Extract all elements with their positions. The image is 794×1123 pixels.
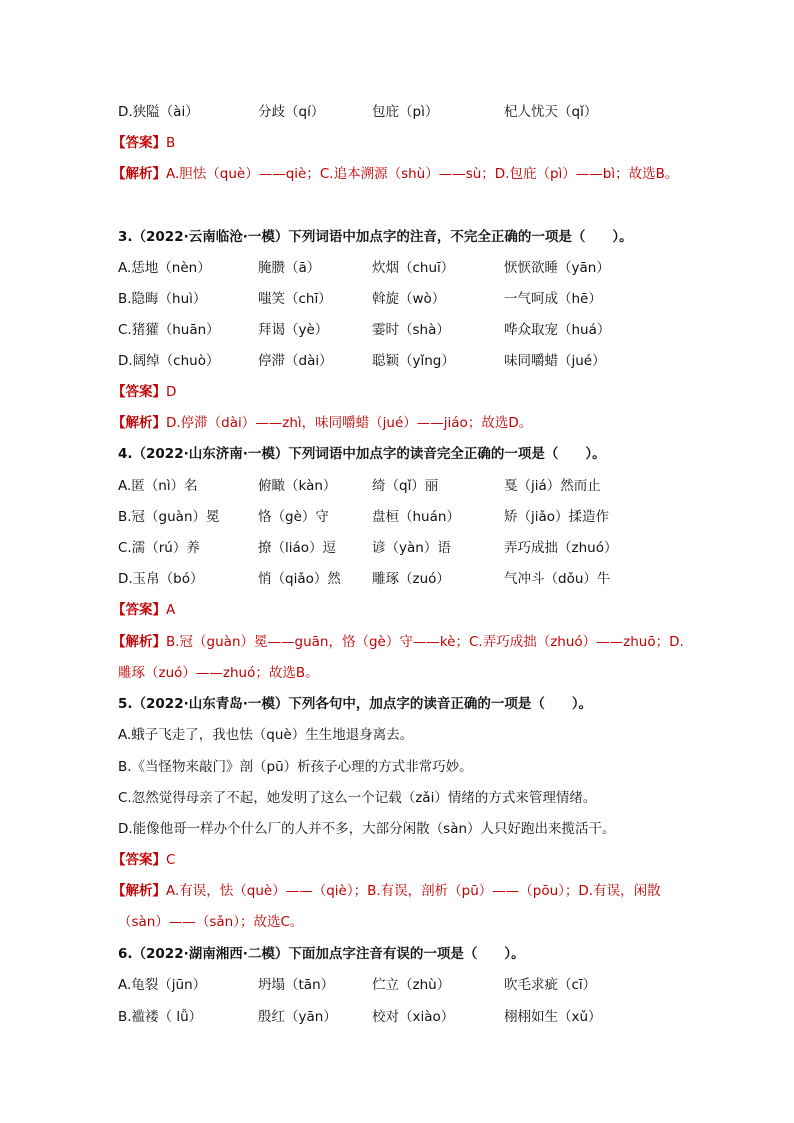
option-item: 雕琢（zuó）: [372, 571, 450, 587]
q5-stem: 5.（2022·山东青岛·一模）下列各句中，加点字的读音正确的一项是（ ）。: [118, 696, 593, 712]
option-item: 绮（qǐ）丽: [372, 478, 439, 494]
option-item: 吹毛求疵（cī）: [504, 977, 597, 993]
option-item: 分歧（qí）: [258, 104, 325, 120]
option-item: 腌臜（ā）: [258, 260, 321, 276]
analysis-text: D.停滞（dài）——zhì，味同嚼蜡（jué）——jiáo；故选D。: [166, 415, 533, 431]
q4-answer: [112, 600, 175, 620]
option-item: 矫（jiǎo）揉造作: [504, 509, 610, 525]
option-item: 撩（liáo）逗: [258, 540, 337, 556]
analysis-text: A.有误，怯（què）——（qiè）；B.有误，剖析（pū）——（pōu）；D.有误，闲散: [166, 883, 661, 899]
option-item: 弄巧成拙（zhuó）: [504, 540, 618, 556]
option-item: 拜谒（yè）: [258, 322, 329, 338]
option-item: 俯瞰（kàn）: [258, 478, 337, 494]
q3-stem: 3.（2022·云南临沧·一模）下列词语中加点字的注音，不完全正确的一项是（ ）。: [118, 229, 633, 245]
q3-analysis: [112, 413, 532, 433]
analysis-tag: 【解析】: [112, 634, 166, 650]
answer-tag: 【答案】: [112, 852, 166, 868]
option-item: 杞人忧天（qǐ）: [504, 104, 598, 120]
answer-tag: 【答案】: [112, 384, 166, 400]
q6-stem: 6.（2022·湖南湘西·二模）下面加点字注音有误的一项是（ ）。: [118, 946, 525, 962]
option-item: 校对（xiào）: [372, 1009, 455, 1025]
option-item: 炊烟（chuī）: [372, 260, 455, 276]
option-item: 恪（gè）守: [258, 509, 329, 525]
option-item: 嗤笑（chī）: [258, 291, 332, 307]
option-item: B.隐晦（huì）: [118, 291, 207, 307]
option-item: A.龟裂（jūn）: [118, 977, 207, 993]
q4-analysis-cont: 雕琢（zuó）——zhuó；故选B。: [118, 665, 319, 681]
option-item: 谚（yàn）语: [372, 540, 451, 556]
option-item: 停滞（dài）: [258, 353, 333, 369]
option-item: C.濡（rú）养: [118, 540, 200, 556]
q2-analysis: [112, 164, 678, 184]
option-item: 哗众取宠（huá）: [504, 322, 611, 338]
q5-option-b: B.《当怪物来敲门》剖（pū）析孩子心理的方式非常巧妙。: [118, 759, 473, 775]
option-item: B.褴褛（ lǚ）: [118, 1009, 203, 1025]
q5-option-d: D.能像他哥一样办个什么厂的人并不多，大部分闲散（sàn）人只好跑出来揽活干。: [118, 821, 616, 837]
option-item: 霎时（shà）: [372, 322, 450, 338]
option-item: 一气呵成（hē）: [504, 291, 602, 307]
q3-option-d: [118, 351, 718, 371]
option-item: 恹恹欲睡（yān）: [504, 260, 610, 276]
q5-option-a: A.蛾子飞走了，我也怯（què）生生地退身离去。: [118, 727, 414, 743]
option-item: D.狭隘（ài）: [118, 104, 199, 120]
answer-value: D: [166, 384, 177, 400]
analysis-tag: 【解析】: [112, 166, 166, 182]
option-item: 包庇（pì）: [372, 104, 439, 120]
option-item: 味同嚼蜡（jué）: [504, 353, 606, 369]
analysis-text: A.胆怯（què）——qiè；C.追本溯源（shù）——sù；D.包庇（pì）——bì；故选B。: [166, 166, 679, 182]
q4-analysis: [112, 632, 684, 652]
option-item: D.玉帛（bó）: [118, 571, 204, 587]
option-item: C.猪獾（huān）: [118, 322, 220, 338]
q3-option-b: [118, 289, 718, 309]
q5-analysis: [112, 881, 661, 901]
q3-option-a: [118, 258, 718, 278]
option-item: 盘桓（huán）: [372, 509, 460, 525]
q4-option-a: [118, 476, 718, 496]
q5-option-c: C.忽然觉得母亲了不起，她发明了这么一个记载（zǎi）情绪的方式来管理情绪。: [118, 790, 597, 806]
q6-option-a: [118, 975, 718, 995]
answer-value: A: [166, 602, 176, 618]
option-item: 悄（qiǎo）然: [258, 571, 341, 587]
option-item: 聪颖（yǐng）: [372, 353, 455, 369]
option-item: B.冠（guàn）冕: [118, 509, 220, 525]
analysis-tag: 【解析】: [112, 883, 166, 899]
option-item: 气冲斗（dǒu）牛: [504, 571, 611, 587]
q5-analysis-cont: （sàn）——（sǎn）；故选C。: [118, 914, 304, 930]
q6-option-b: [118, 1007, 718, 1027]
q3-answer: [112, 382, 176, 402]
option-item: A.匿（nì）名: [118, 478, 198, 494]
option-item: 斡旋（wò）: [372, 291, 446, 307]
q4-option-c: [118, 538, 718, 558]
option-item: D.阔绰（chuò）: [118, 353, 220, 369]
option-item: 栩栩如生（xǔ）: [504, 1009, 602, 1025]
q5-answer: [112, 850, 175, 870]
q3-option-c: [118, 320, 718, 340]
answer-tag: 【答案】: [112, 135, 166, 151]
q2-answer: [112, 133, 175, 153]
analysis-tag: 【解析】: [112, 415, 166, 431]
option-item: 伫立（zhù）: [372, 977, 451, 993]
analysis-text: B.冠（guàn）冕——guān，恪（gè）守——kè；C.弄巧成拙（zhuó）——zhuō；D.: [166, 634, 684, 650]
answer-value: B: [166, 135, 176, 151]
option-item: A.恁地（nèn）: [118, 260, 211, 276]
option-item: 殷红（yān）: [258, 1009, 337, 1025]
option-item: 戛（jiá）然而止: [504, 478, 601, 494]
option-item: 坍塌（tān）: [258, 977, 335, 993]
answer-value: C: [166, 852, 176, 868]
q2-option-d: [118, 102, 718, 122]
q4-option-d: [118, 569, 718, 589]
q4-option-b: [118, 507, 718, 527]
q4-stem: 4.（2022·山东济南·一模）下列词语中加点字的读音完全正确的一项是（ ）。: [118, 446, 606, 462]
answer-tag: 【答案】: [112, 602, 166, 618]
